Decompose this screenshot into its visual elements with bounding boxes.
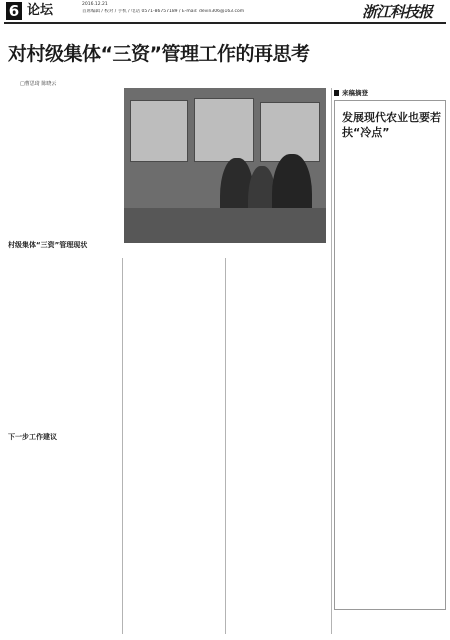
body-column-4	[228, 430, 328, 634]
lede-text	[18, 92, 120, 242]
bulletin-board-center	[194, 98, 254, 162]
headline: 对村级集体“三资”管理工作的再思考	[8, 43, 310, 65]
editor-contacts: 首席编辑 / 校对 / 手机 / 电话 0571-86757189 / E-mail: devin306@163.com	[82, 9, 245, 14]
body-column-5	[124, 430, 222, 634]
subhead-suggestions: 下一步工作建议	[8, 433, 57, 441]
photo-floor	[124, 208, 326, 243]
column-rule	[225, 258, 226, 634]
column-rule	[331, 88, 332, 634]
photo-caption	[124, 244, 326, 253]
news-photo	[124, 88, 326, 243]
header-rule	[4, 22, 446, 24]
sidebar-title: 发展现代农业也要若扶“冷点”	[342, 111, 441, 139]
body-column-1a	[8, 254, 120, 430]
sidebar-tag: 来稿摘登	[342, 89, 368, 97]
byline: □曹思琦 陈晓云	[20, 81, 57, 87]
sidebar-marker	[334, 90, 339, 96]
body-column-1b	[8, 446, 120, 634]
page-number: 6	[6, 2, 22, 20]
bulletin-board-right	[260, 102, 320, 162]
column-rule	[122, 258, 123, 634]
sidebar-body	[340, 150, 442, 605]
issue-date: 2016.12.21	[82, 2, 108, 7]
bulletin-board-left	[130, 100, 188, 162]
subhead-current-status: 村级集体“三资”管理现状	[8, 241, 88, 249]
section-title: 论坛	[27, 3, 54, 18]
masthead-logo: 浙江科技报	[362, 3, 433, 21]
